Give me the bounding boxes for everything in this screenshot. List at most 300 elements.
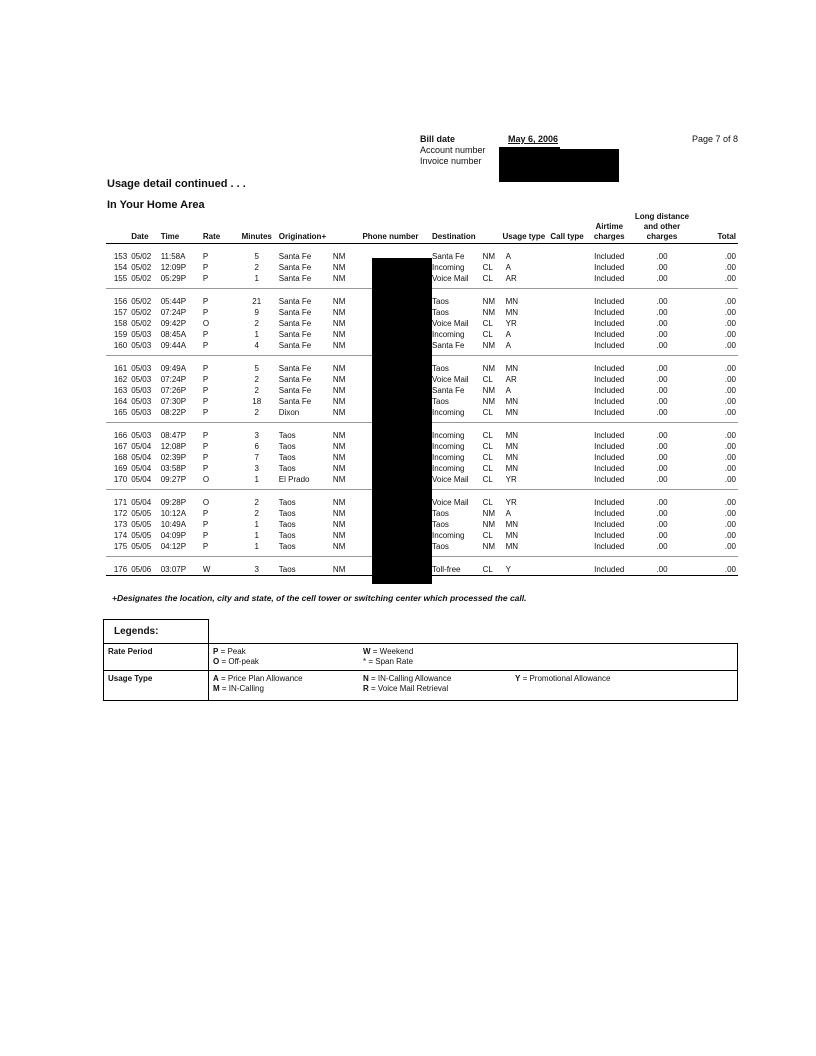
cell-dest: Taos bbox=[432, 364, 449, 373]
cell-ld: .00 bbox=[656, 520, 668, 529]
cell-air: Included bbox=[594, 308, 625, 317]
cell-orig: Taos bbox=[278, 520, 296, 529]
cell-dest: Incoming bbox=[432, 431, 465, 440]
cell-call bbox=[548, 289, 586, 308]
cell-n: 161 bbox=[113, 364, 128, 373]
cell-usage: MN bbox=[505, 364, 519, 373]
cell-usage: YR bbox=[505, 319, 517, 328]
bill-date-value: May 6, 2006 bbox=[508, 134, 559, 144]
cell-dst: CL bbox=[482, 464, 493, 473]
cell-min: 1 bbox=[254, 531, 259, 540]
cell-ost: NM bbox=[332, 364, 346, 373]
cell-orig: Taos bbox=[277, 541, 331, 557]
cell-total: .00 bbox=[724, 509, 736, 518]
cell-ost: NM bbox=[331, 340, 361, 356]
cell-dst: CL bbox=[482, 263, 493, 272]
cell-dst: CL bbox=[482, 498, 493, 507]
cell-dest: Taos bbox=[432, 308, 449, 317]
cell-date: 05/03 bbox=[131, 397, 152, 406]
cell-time: 09:49A bbox=[160, 364, 187, 373]
cell-date: 05/03 bbox=[131, 431, 152, 440]
cell-ld: .00 bbox=[656, 375, 668, 384]
cell-orig: Santa Fe bbox=[278, 308, 312, 317]
cell-total: .00 bbox=[724, 364, 736, 373]
cell-date: 05/03 bbox=[131, 375, 152, 384]
cell-ld: .00 bbox=[656, 330, 668, 339]
cell-dst: NM bbox=[482, 397, 496, 406]
cell-date: 05/04 bbox=[131, 464, 152, 473]
legend-title: Legends: bbox=[104, 620, 209, 644]
cell-min: 18 bbox=[252, 397, 262, 406]
cell-call bbox=[548, 262, 586, 273]
cell-ost: NM bbox=[332, 263, 346, 272]
cell-usage: MN bbox=[505, 531, 519, 540]
bill-date-label: Bill date bbox=[420, 134, 456, 144]
cell-time: 08:47P bbox=[160, 431, 187, 440]
legend-title-row bbox=[104, 620, 738, 644]
cell-orig: Taos bbox=[278, 531, 296, 540]
cell-ld: .00 bbox=[656, 263, 668, 272]
cell-dst: CL bbox=[482, 431, 493, 440]
cell-dst: NM bbox=[482, 297, 496, 306]
cell-dst: CL bbox=[481, 557, 500, 576]
cell-total: .00 bbox=[724, 464, 736, 473]
cell-date: 05/02 bbox=[131, 263, 152, 272]
cell-ld: .00 bbox=[656, 364, 668, 373]
cell-call bbox=[548, 452, 586, 463]
cell-date: 05/05 bbox=[131, 520, 152, 529]
cell-ld: .00 bbox=[656, 464, 668, 473]
cell-ost: NM bbox=[332, 498, 346, 507]
cell-rate: P bbox=[202, 386, 209, 395]
col-time: Time bbox=[159, 212, 201, 244]
cell-rate: P bbox=[202, 520, 209, 529]
cell-air: Included bbox=[594, 297, 625, 306]
cell-orig: Taos bbox=[278, 464, 296, 473]
cell-call bbox=[548, 407, 586, 423]
cell-min: 1 bbox=[237, 474, 277, 490]
cell-min: 5 bbox=[254, 252, 259, 261]
cell-total: .00 bbox=[724, 431, 736, 440]
cell-rate: O bbox=[202, 498, 210, 507]
cell-dst: NM bbox=[482, 520, 496, 529]
cell-min: 21 bbox=[252, 297, 262, 306]
cell-usage: YR bbox=[505, 498, 517, 507]
cell-usage: YR bbox=[500, 474, 549, 490]
cell-time: 07:24P bbox=[160, 375, 187, 384]
cell-n: 166 bbox=[113, 431, 128, 440]
cell-n: 164 bbox=[113, 397, 128, 406]
cell-date: 05/04 bbox=[131, 498, 152, 507]
cell-min: 6 bbox=[254, 442, 259, 451]
cell-dst: CL bbox=[482, 375, 493, 384]
cell-orig: Taos bbox=[278, 498, 296, 507]
cell-n: 175 bbox=[106, 541, 129, 557]
cell-date: 05/03 bbox=[131, 330, 152, 339]
cell-orig: Santa Fe bbox=[278, 375, 312, 384]
cell-usage: MN bbox=[500, 407, 549, 423]
cell-time: 04:09P bbox=[160, 531, 187, 540]
cell-total: .00 bbox=[724, 498, 736, 507]
cell-air: Included bbox=[594, 319, 625, 328]
cell-call bbox=[548, 423, 586, 442]
cell-dest: Santa Fe bbox=[432, 386, 465, 395]
cell-n: 169 bbox=[113, 464, 128, 473]
cell-min: 9 bbox=[254, 308, 259, 317]
cell-total: .00 bbox=[692, 557, 739, 576]
phone-number-redaction bbox=[372, 258, 432, 584]
cell-ld: .00 bbox=[656, 442, 668, 451]
cell-rate: O bbox=[201, 474, 237, 490]
cell-orig: Taos bbox=[278, 453, 296, 462]
cell-ld: .00 bbox=[632, 541, 691, 557]
cell-total: .00 bbox=[724, 375, 736, 384]
cell-time: 07:30P bbox=[160, 397, 187, 406]
cell-min: 2 bbox=[254, 375, 259, 384]
cell-time: 10:49A bbox=[160, 520, 187, 529]
cell-ost: NM bbox=[331, 273, 361, 289]
cell-call bbox=[548, 463, 586, 474]
cell-dst: NM bbox=[482, 509, 496, 518]
cell-n: 165 bbox=[106, 407, 129, 423]
cell-usage: MN bbox=[505, 308, 519, 317]
cell-call bbox=[548, 273, 586, 289]
cell-dest: Toll-free bbox=[430, 557, 481, 576]
cell-ost: NM bbox=[331, 474, 361, 490]
cell-dst: CL bbox=[482, 442, 493, 451]
cell-rate: W bbox=[201, 557, 237, 576]
cell-ld: .00 bbox=[656, 308, 668, 317]
cell-n: 155 bbox=[106, 273, 129, 289]
cell-ld: .00 bbox=[656, 453, 668, 462]
cell-usage: A bbox=[505, 509, 511, 518]
cell-total: .00 bbox=[724, 308, 736, 317]
cell-date: 05/05 bbox=[131, 531, 152, 540]
cell-call bbox=[548, 519, 586, 530]
cell-time: 09:42P bbox=[160, 319, 187, 328]
cell-min: 3 bbox=[254, 431, 259, 440]
cell-dest: Voice Mail bbox=[432, 498, 469, 507]
cell-air: Included bbox=[594, 520, 625, 529]
cell-dest: Incoming bbox=[432, 330, 465, 339]
cell-usage: MN bbox=[505, 464, 519, 473]
cell-total: .00 bbox=[692, 273, 739, 289]
cell-orig: Santa Fe bbox=[277, 340, 331, 356]
cell-rate: O bbox=[202, 319, 210, 328]
cell-dst: NM bbox=[482, 364, 496, 373]
cell-time: 10:12A bbox=[160, 509, 187, 518]
cell-n: 171 bbox=[113, 498, 128, 507]
invoice-redaction bbox=[499, 149, 619, 182]
footnote: +Designates the location, city and state, of the cell tower or switching center which processed the call. bbox=[112, 593, 527, 603]
cell-call bbox=[548, 474, 586, 490]
cell-n: 159 bbox=[113, 330, 128, 339]
subsection-title: In Your Home Area bbox=[107, 199, 205, 211]
cell-ld: .00 bbox=[656, 509, 668, 518]
cell-orig: Santa Fe bbox=[278, 386, 312, 395]
cell-dst: NM bbox=[481, 541, 500, 557]
legend-rate-peak-offpeak: P = Peak O = Off-peak bbox=[213, 647, 259, 666]
cell-total: .00 bbox=[724, 397, 736, 406]
cell-air: Included bbox=[594, 397, 625, 406]
cell-air: Included bbox=[594, 330, 625, 339]
cell-date: 05/03 bbox=[129, 407, 159, 423]
cell-total: .00 bbox=[724, 297, 736, 306]
cell-ost: NM bbox=[332, 509, 346, 518]
cell-ost: NM bbox=[331, 407, 361, 423]
cell-orig: Santa Fe bbox=[278, 319, 312, 328]
cell-air: Included bbox=[594, 431, 625, 440]
cell-ost: NM bbox=[332, 520, 346, 529]
col-date: Date bbox=[129, 212, 159, 244]
cell-usage: MN bbox=[505, 520, 519, 529]
cell-date: 05/03 bbox=[129, 340, 159, 356]
cell-n: 173 bbox=[113, 520, 128, 529]
cell-air: Included bbox=[594, 252, 625, 261]
legend-usage-y: Y = Promotional Allowance bbox=[515, 674, 611, 683]
cell-call bbox=[548, 307, 586, 318]
cell-dest: Santa Fe bbox=[432, 252, 465, 261]
cell-usage: Y bbox=[500, 557, 549, 576]
cell-orig: Santa Fe bbox=[278, 252, 312, 261]
cell-min: 1 bbox=[254, 330, 259, 339]
cell-total: .00 bbox=[724, 453, 736, 462]
cell-air: Included bbox=[594, 364, 625, 373]
cell-orig: Santa Fe bbox=[278, 297, 312, 306]
cell-rate: P bbox=[202, 509, 209, 518]
cell-date: 05/02 bbox=[131, 297, 152, 306]
cell-usage: A bbox=[505, 330, 511, 339]
cell-air: Included bbox=[594, 464, 625, 473]
cell-total: .00 bbox=[724, 252, 736, 261]
col-airtime: Airtime charges bbox=[586, 212, 632, 244]
cell-call bbox=[548, 244, 586, 263]
cell-usage: A bbox=[500, 340, 549, 356]
cell-orig: Taos bbox=[277, 557, 331, 576]
cell-usage: A bbox=[505, 263, 511, 272]
cell-dst: NM bbox=[482, 386, 496, 395]
cell-dst: CL bbox=[481, 407, 500, 423]
cell-dest: Incoming bbox=[430, 407, 481, 423]
cell-total: .00 bbox=[724, 386, 736, 395]
cell-time: 03:07P bbox=[159, 557, 201, 576]
cell-call bbox=[548, 490, 586, 509]
cell-rate: P bbox=[202, 308, 209, 317]
cell-time: 07:24P bbox=[160, 308, 187, 317]
cell-usage: MN bbox=[505, 442, 519, 451]
cell-time: 03:58P bbox=[160, 464, 187, 473]
cell-dst: CL bbox=[482, 531, 493, 540]
cell-total: .00 bbox=[692, 541, 739, 557]
cell-ld: .00 bbox=[632, 557, 691, 576]
cell-date: 05/02 bbox=[131, 252, 152, 261]
page-number: Page 7 of 8 bbox=[692, 134, 739, 144]
cell-ost: NM bbox=[331, 557, 361, 576]
cell-time: 11:58A bbox=[160, 252, 186, 261]
cell-dest: Voice Mail bbox=[430, 273, 481, 289]
cell-orig: Santa Fe bbox=[278, 364, 312, 373]
cell-rate: P bbox=[201, 273, 237, 289]
cell-rate: P bbox=[202, 375, 209, 384]
cell-rate: P bbox=[202, 364, 209, 373]
cell-dest: Voice Mail bbox=[432, 375, 469, 384]
cell-n: 167 bbox=[113, 442, 128, 451]
cell-total: .00 bbox=[692, 340, 739, 356]
cell-air: Included bbox=[586, 474, 632, 490]
col-origination: Origination+ bbox=[277, 212, 331, 244]
cell-air: Included bbox=[586, 557, 632, 576]
cell-ost: NM bbox=[332, 330, 346, 339]
cell-rate: P bbox=[201, 340, 237, 356]
cell-n: 174 bbox=[113, 531, 128, 540]
cell-date: 05/05 bbox=[129, 541, 159, 557]
cell-min: 3 bbox=[237, 557, 277, 576]
legend-usage-type-row bbox=[104, 671, 738, 701]
legend-rate-period-label: Rate Period bbox=[104, 644, 209, 671]
cell-air: Included bbox=[594, 263, 625, 272]
cell-ld: .00 bbox=[632, 340, 691, 356]
cell-n: 163 bbox=[113, 386, 128, 395]
cell-orig: Santa Fe bbox=[278, 263, 312, 272]
cell-ost: NM bbox=[332, 453, 346, 462]
cell-date: 05/03 bbox=[131, 386, 152, 395]
account-number-label: Account number bbox=[420, 145, 486, 155]
cell-air: Included bbox=[586, 541, 632, 557]
cell-date: 05/06 bbox=[129, 557, 159, 576]
cell-ld: .00 bbox=[656, 297, 668, 306]
cell-date: 05/02 bbox=[131, 319, 152, 328]
col-total: Total bbox=[692, 212, 739, 244]
cell-rate: P bbox=[202, 263, 209, 272]
cell-usage: MN bbox=[505, 397, 519, 406]
cell-ld: .00 bbox=[656, 531, 668, 540]
cell-dst: NM bbox=[482, 252, 496, 261]
cell-ost: NM bbox=[332, 252, 346, 261]
cell-dest: Voice Mail bbox=[432, 319, 469, 328]
cell-date: 05/05 bbox=[131, 509, 152, 518]
cell-air: Included bbox=[586, 340, 632, 356]
cell-usage: MN bbox=[505, 453, 519, 462]
cell-ld: .00 bbox=[656, 498, 668, 507]
cell-total: .00 bbox=[724, 520, 736, 529]
cell-time: 12:09P bbox=[160, 263, 187, 272]
cell-time: 02:39P bbox=[160, 453, 187, 462]
cell-dest: Taos bbox=[432, 297, 449, 306]
cell-ost: NM bbox=[332, 386, 346, 395]
cell-min: 2 bbox=[254, 509, 259, 518]
cell-n: 153 bbox=[113, 252, 128, 261]
cell-call bbox=[548, 396, 586, 407]
cell-usage: AR bbox=[500, 273, 549, 289]
legend-usage-n-r: N = IN-Calling Allowance R = Voice Mail Retrieval bbox=[363, 674, 452, 693]
cell-rate: P bbox=[202, 453, 209, 462]
cell-dest: Taos bbox=[432, 397, 449, 406]
cell-ld: .00 bbox=[656, 386, 668, 395]
cell-call bbox=[548, 318, 586, 329]
cell-orig: Taos bbox=[278, 431, 296, 440]
cell-min: 5 bbox=[254, 364, 259, 373]
cell-n: 172 bbox=[113, 509, 128, 518]
cell-date: 05/02 bbox=[129, 273, 159, 289]
cell-rate: P bbox=[202, 330, 209, 339]
cell-usage: MN bbox=[500, 541, 549, 557]
cell-orig: Santa Fe bbox=[277, 273, 331, 289]
legend-rate-period-row bbox=[104, 644, 738, 671]
cell-dest: Taos bbox=[432, 509, 449, 518]
invoice-number-label: Invoice number bbox=[420, 156, 482, 166]
cell-date: 05/03 bbox=[131, 364, 152, 373]
cell-min: 4 bbox=[237, 340, 277, 356]
cell-ld: .00 bbox=[656, 397, 668, 406]
cell-rate: P bbox=[202, 297, 209, 306]
cell-air: Included bbox=[594, 531, 625, 540]
cell-call bbox=[548, 530, 586, 541]
cell-call bbox=[548, 329, 586, 340]
cell-n: 170 bbox=[106, 474, 129, 490]
cell-min: 2 bbox=[254, 498, 259, 507]
cell-total: .00 bbox=[692, 474, 739, 490]
cell-usage: A bbox=[505, 386, 511, 395]
cell-orig: Taos bbox=[278, 442, 296, 451]
cell-ld: .00 bbox=[632, 273, 691, 289]
cell-time: 09:28P bbox=[160, 498, 187, 507]
cell-air: Included bbox=[594, 453, 625, 462]
cell-rate: P bbox=[202, 431, 209, 440]
cell-air: Included bbox=[594, 442, 625, 451]
cell-time: 08:22P bbox=[159, 407, 201, 423]
cell-air: Included bbox=[594, 498, 625, 507]
cell-ld: .00 bbox=[656, 252, 668, 261]
cell-time: 07:26P bbox=[160, 386, 187, 395]
cell-orig: Taos bbox=[278, 509, 296, 518]
cell-dest: Incoming bbox=[432, 263, 465, 272]
cell-dest: Incoming bbox=[432, 453, 465, 462]
cell-ost: NM bbox=[332, 375, 346, 384]
table-header-row bbox=[106, 212, 738, 244]
cell-rate: P bbox=[202, 252, 209, 261]
cell-orig: Dixon bbox=[277, 407, 331, 423]
cell-dest: Voice Mail bbox=[430, 474, 481, 490]
legend-usage-type-label: Usage Type bbox=[104, 671, 209, 701]
cell-ld: .00 bbox=[656, 319, 668, 328]
col-rate: Rate bbox=[201, 212, 237, 244]
col-call-type: Call type bbox=[548, 212, 586, 244]
cell-orig: El Prado bbox=[277, 474, 331, 490]
cell-dst: CL bbox=[482, 453, 493, 462]
cell-dst: NM bbox=[482, 308, 496, 317]
cell-ost: NM bbox=[332, 431, 346, 440]
cell-dst: CL bbox=[481, 273, 500, 289]
cell-rate: P bbox=[202, 442, 209, 451]
cell-ld: .00 bbox=[632, 407, 691, 423]
cell-call bbox=[548, 508, 586, 519]
cell-n: 158 bbox=[113, 319, 128, 328]
cell-min: 2 bbox=[254, 263, 259, 272]
cell-dest: Incoming bbox=[432, 531, 465, 540]
cell-orig: Santa Fe bbox=[278, 397, 312, 406]
cell-total: .00 bbox=[724, 442, 736, 451]
cell-n: 162 bbox=[113, 375, 128, 384]
cell-total: .00 bbox=[724, 531, 736, 540]
cell-n: 168 bbox=[113, 453, 128, 462]
cell-total: .00 bbox=[724, 319, 736, 328]
cell-dest: Incoming bbox=[432, 442, 465, 451]
cell-dst: CL bbox=[482, 319, 493, 328]
cell-usage: AR bbox=[505, 375, 517, 384]
cell-total: .00 bbox=[724, 263, 736, 272]
cell-min: 2 bbox=[254, 319, 259, 328]
legend-rate-weekend-span: W = Weekend * = Span Rate bbox=[363, 647, 414, 666]
